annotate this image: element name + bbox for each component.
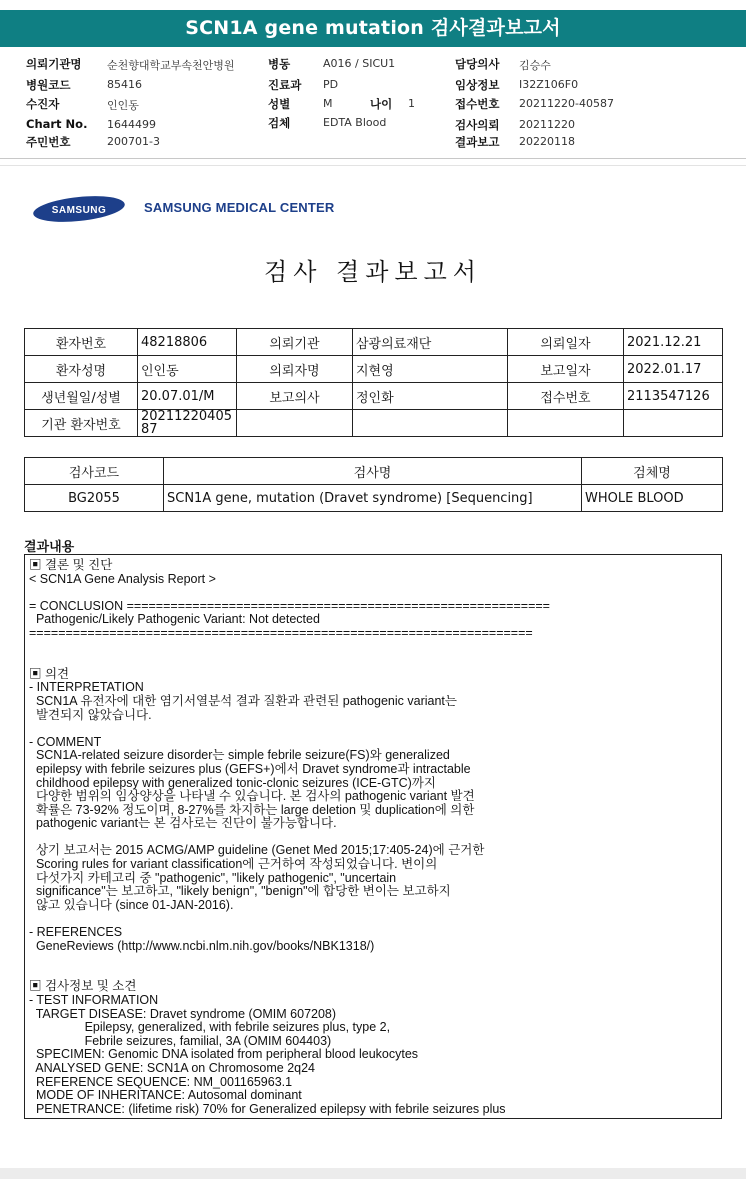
- header-test-name: 검사명: [164, 458, 582, 485]
- label-ward: 병동: [268, 57, 291, 71]
- cell-institution-patient-no: [138, 410, 237, 437]
- cell-specimen-name: WHOLE BLOOD: [582, 485, 723, 512]
- cell-label-requesting-org: 의뢰기관: [237, 329, 353, 356]
- result-line: Scoring rules for variant classification에 근거하여 작성되었습니다. 변이의: [29, 857, 438, 872]
- results-heading: 결과내용: [24, 540, 75, 555]
- value-department: PD: [323, 78, 339, 91]
- result-line: ▣ 결론 및 진단: [29, 558, 113, 572]
- test-info-table: [24, 457, 723, 512]
- table-row: [25, 356, 723, 383]
- result-line: [29, 654, 721, 668]
- result-line: Epilepsy, generalized, with febrile seizures plus, type 2,: [29, 1020, 391, 1035]
- value-hospital-code: 85416: [107, 78, 142, 91]
- result-line: SCN1A-related seizure disorder는 simple febrile seizure(FS)와 generalized: [29, 748, 450, 763]
- cell-test-name: SCN1A gene, mutation (Dravet syndrome) [Sequencing]: [164, 485, 582, 512]
- label-chart-no: Chart No.: [26, 117, 88, 131]
- cell-label-patient-no: 환자번호: [25, 329, 138, 356]
- result-line: [29, 586, 721, 600]
- result-line: GeneReviews (http://www.ncbi.nlm.nih.gov/books/NBK1318/): [29, 938, 375, 953]
- value-clinical-info: I32Z106F0: [519, 78, 579, 91]
- report-title: SCN1A gene mutation 검사결과보고서: [185, 17, 561, 39]
- order-info-panel: [0, 56, 746, 156]
- label-age: 나이: [370, 97, 393, 111]
- cell-dob-sex: 20.07.01/M: [138, 383, 237, 410]
- value-chart-no: 1644499: [107, 118, 156, 131]
- result-line: REFERENCE SEQUENCE: NM_001165963.1: [29, 1074, 293, 1089]
- value-result-report: 20220118: [519, 135, 575, 148]
- label-physician: 담당의사: [455, 57, 500, 71]
- cell-requester: 지현영: [353, 356, 508, 383]
- cell-patient-name: 인인동: [138, 356, 237, 383]
- label-result-report: 결과보고: [455, 135, 500, 149]
- cell-label-dob-sex: 생년월일/성별: [25, 383, 138, 410]
- label-sex: 성별: [268, 97, 291, 111]
- table-header-row: [25, 458, 723, 485]
- result-line: - TEST INFORMATION: [29, 993, 159, 1007]
- result-line: epilepsy with febrile seizures plus (GEFS+)에서 Dravet syndrome과 intractable: [29, 761, 471, 776]
- result-line: = CONCLUSION ==========================================================: [29, 598, 550, 613]
- result-line: Pathogenic/Likely Pathogenic Variant: Not detected: [29, 612, 320, 627]
- result-line: significance"는 보고하고, "likely benign", "benign"에 합당한 변이는 보고하지: [29, 884, 451, 899]
- result-line: pathogenic variant는 본 검사로는 진단이 불가능합니다.: [29, 816, 337, 831]
- result-line: ANALYSED GENE: SCN1A on Chromosome 2q24: [29, 1060, 316, 1075]
- result-line: [29, 722, 721, 736]
- label-examinee: 수진자: [26, 97, 60, 111]
- cell-empty: [624, 410, 723, 437]
- label-specimen: 검체: [268, 116, 291, 130]
- value-resident-no: 200701-3: [107, 135, 160, 148]
- result-line: [29, 912, 721, 926]
- result-line: TARGET DISEASE: Dravet syndrome (OMIM 607208): [29, 1006, 337, 1021]
- cell-receipt-no: 2113547126: [624, 383, 723, 410]
- cell-label-receipt-no: 접수번호: [508, 383, 624, 410]
- result-line: SCN1A 유전자에 대한 염기서열분석 결과 질환과 관련된 pathogenic variant는: [29, 693, 457, 708]
- result-line: [29, 953, 721, 967]
- cell-label-requester: 의뢰자명: [237, 356, 353, 383]
- value-specimen: EDTA Blood: [323, 116, 387, 129]
- table-row: [25, 410, 723, 437]
- cell-label-institution-patient-no: 기관 환자번호: [25, 410, 138, 437]
- results-text: [29, 559, 721, 1116]
- header-test-code: 검사코드: [25, 458, 164, 485]
- label-hospital-code: 병원코드: [26, 78, 71, 92]
- divider-bottom: [0, 165, 746, 166]
- result-line: PENETRANCE: (lifetime risk) 70% for Generalized epilepsy with febrile seizures plus: [29, 1101, 506, 1116]
- samsung-logo: [32, 196, 126, 222]
- cell-empty: [508, 410, 624, 437]
- table-row: [25, 329, 723, 356]
- result-line: ▣ 의견: [29, 666, 70, 681]
- value-ward: A016 / SICU1: [323, 57, 396, 70]
- institution-patient-no-text: 2021122040587: [141, 409, 232, 437]
- label-resident-no: 주민번호: [26, 135, 71, 149]
- patient-info-table: [24, 328, 723, 437]
- cell-test-code: BG2055: [25, 485, 164, 512]
- cell-label-patient-name: 환자성명: [25, 356, 138, 383]
- document-title: 검사 결과보고서: [264, 258, 482, 286]
- result-line: - REFERENCES: [29, 925, 123, 940]
- result-line: 다양한 범위의 임상양상을 나타낼 수 있습니다. 본 검사의 pathogenic variant 발견: [29, 789, 475, 804]
- value-requesting-institution: 순천향대학교부속천안병원: [107, 59, 235, 72]
- value-physician: 김승수: [519, 59, 551, 72]
- result-line: < SCN1A Gene Analysis Report >: [29, 571, 216, 586]
- label-test-request: 검사의뢰: [455, 118, 500, 132]
- label-requesting-institution: 의뢰기관명: [26, 57, 82, 71]
- cell-empty: [237, 410, 353, 437]
- cell-label-report-date: 보고일자: [508, 356, 624, 383]
- result-line: 확률은 73-92% 정도이며, 8-27%를 차지하는 large deletion 및 duplication에 의한: [29, 802, 475, 817]
- result-line: 다섯가지 카테고리 중 "pathogenic", "likely pathogenic", "uncertain: [29, 870, 397, 885]
- value-sex: M: [323, 97, 333, 110]
- result-line: SPECIMEN: Genomic DNA isolated from peripheral blood leukocytes: [29, 1047, 419, 1062]
- value-test-request: 20211220: [519, 118, 575, 131]
- value-receipt-no: 20211220-40587: [519, 97, 614, 110]
- label-clinical-info: 임상정보: [455, 78, 500, 92]
- label-receipt-no: 접수번호: [455, 97, 500, 111]
- cell-requesting-org: 삼광의료재단: [353, 329, 508, 356]
- bottom-band: [0, 1168, 746, 1179]
- value-age: 1: [408, 97, 415, 110]
- report-title-bar: [0, 10, 746, 47]
- label-department: 진료과: [268, 78, 302, 92]
- result-line: 발견되지 않았습니다.: [29, 707, 152, 722]
- cell-reporting-doctor: 정인화: [353, 383, 508, 410]
- result-line: Febrile seizures, familial, 3A (OMIM 604403): [29, 1033, 332, 1048]
- result-line: =====================================================================: [29, 625, 533, 640]
- result-line: 상기 보고서는 2015 ACMG/AMP guideline (Genet Med 2015;17:405-24)에 근거한: [29, 843, 485, 858]
- cell-report-date: 2022.01.17: [624, 356, 723, 383]
- cell-label-reporting-doctor: 보고의사: [237, 383, 353, 410]
- result-line: MODE OF INHERITANCE: Autosomal dominant: [29, 1088, 302, 1103]
- results-box: [24, 554, 722, 1119]
- result-line: 않고 있습니다 (since 01-JAN-2016).: [29, 897, 234, 912]
- result-line: - INTERPRETATION: [29, 680, 144, 695]
- cell-patient-no: 48218806: [138, 329, 237, 356]
- result-line: - COMMENT: [29, 734, 102, 749]
- result-line: childhood epilepsy with generalized tonic-clonic seizures (ICE-GTC)까지: [29, 775, 436, 790]
- value-examinee: 인인동: [107, 99, 139, 112]
- cell-empty: [353, 410, 508, 437]
- table-row: [25, 383, 723, 410]
- result-line: ▣ 검사정보 및 소견: [29, 979, 137, 994]
- cell-request-date: 2021.12.21: [624, 329, 723, 356]
- table-row: [25, 485, 723, 512]
- cell-label-request-date: 의뢰일자: [508, 329, 624, 356]
- medical-center-name: SAMSUNG MEDICAL CENTER: [144, 200, 335, 215]
- header-specimen-name: 검체명: [582, 458, 723, 485]
- divider-top: [0, 158, 746, 159]
- result-line: [29, 641, 721, 655]
- samsung-logo-text: SAMSUNG: [51, 205, 107, 216]
